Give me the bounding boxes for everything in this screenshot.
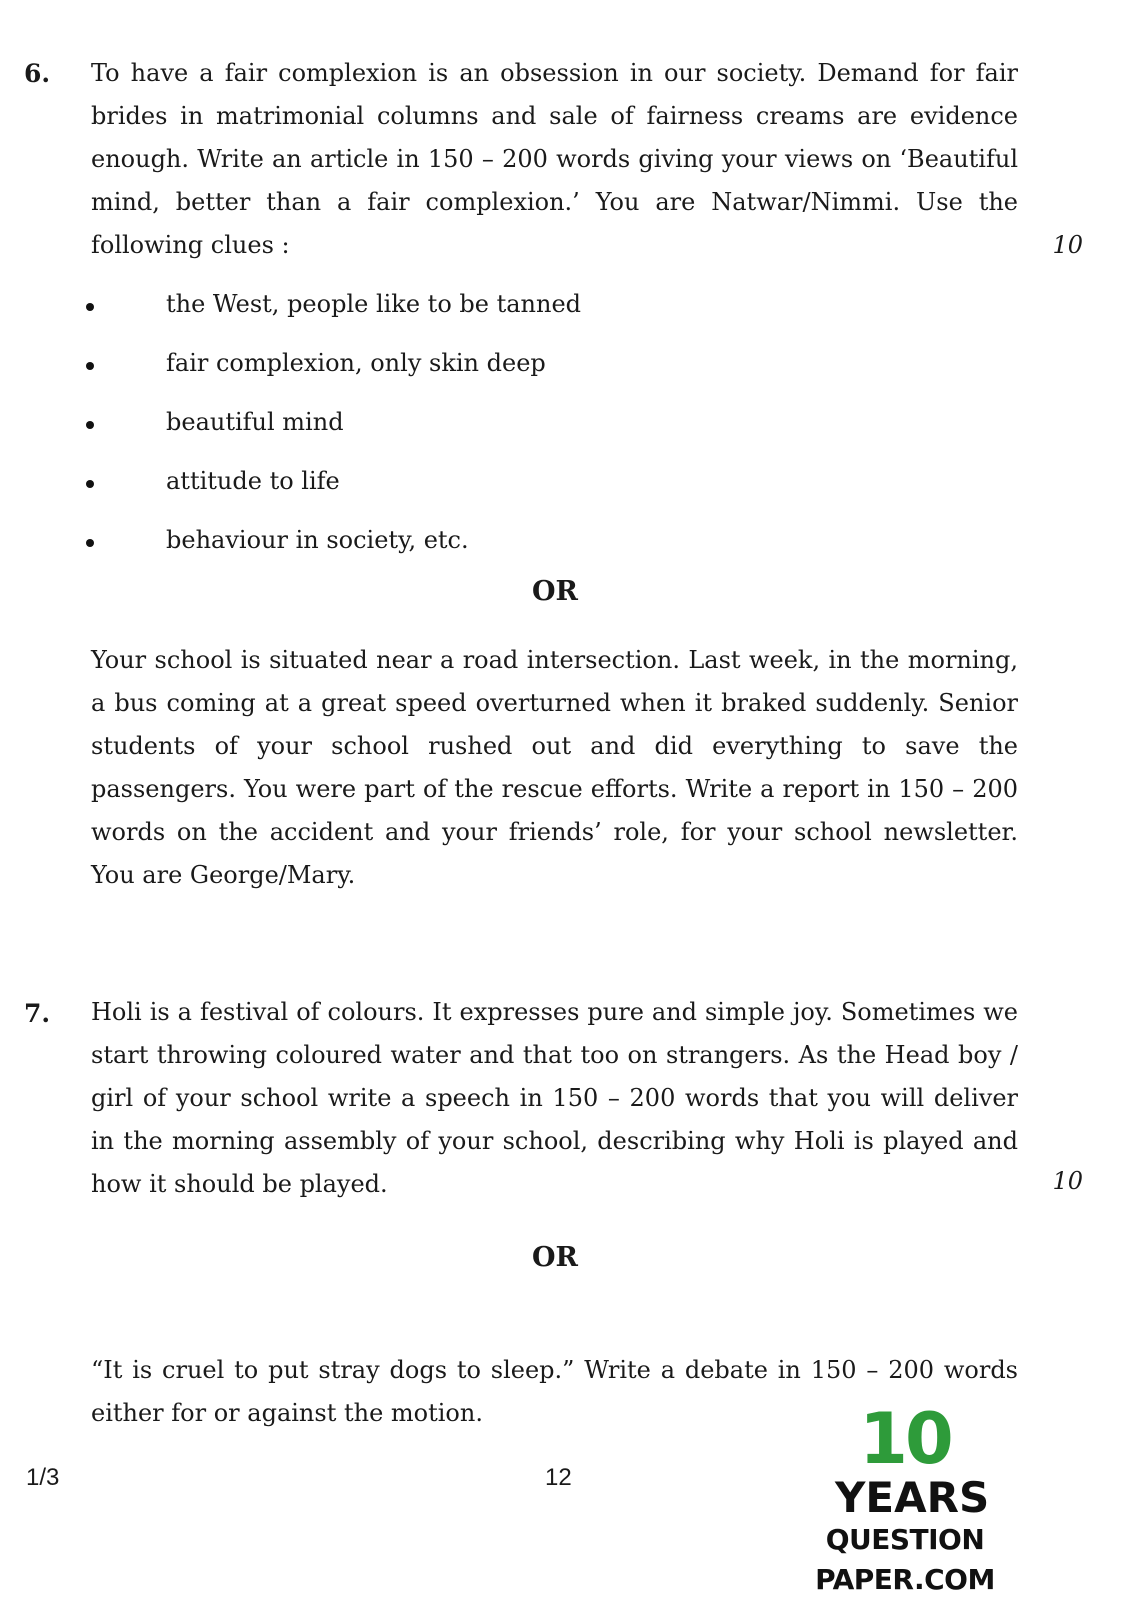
watermark-site: QUESTION PAPER.COM [815, 1523, 995, 1596]
clue-item [84, 342, 581, 401]
question-7-marks: 10 [1052, 1167, 1083, 1195]
question-7-alternative-text: “It is cruel to put stray dogs to sleep.” Write a debate in 150 – 200 words either for or against the motion. [91, 1356, 1018, 1427]
question-6-text: To have a fair complexion is an obsession in our society. Demand for fair brides in matrimonial columns and sale of fairness creams are evidence enough. Write an article in 150 – 200 words giving your views on ‘Beautiful mind, better than a fair complexion.’ You are Natwar/Nimmi. Use the following clues : [91, 59, 1018, 259]
clue-text: the West, people like to be tanned [166, 290, 582, 318]
paper-code: 1/3 [26, 1464, 60, 1491]
clue-text: beautiful mind [166, 408, 344, 436]
bullet-icon [86, 480, 94, 488]
question-6-or-label: OR [532, 576, 578, 607]
clue-text: behaviour in society, etc. [166, 526, 469, 554]
question-7-number: 7. [24, 999, 51, 1028]
watermark-years: YEARS [835, 1473, 990, 1522]
question-7-text: Holi is a festival of colours. It expresses pure and simple joy. Sometimes we start throwing coloured water and that too on strangers. As the Head boy / girl of your school write a speech in 150 – 200 words that you will deliver in the morning assembly of your school, describing why Holi is played and how it should be played. [91, 998, 1018, 1198]
bullet-icon [86, 421, 94, 429]
clue-item [84, 283, 581, 342]
question-6-clue-list [84, 283, 581, 578]
clue-text: fair complexion, only skin deep [166, 349, 546, 377]
page-number: 12 [545, 1464, 572, 1491]
clue-text: attitude to life [166, 467, 340, 495]
question-6-marks: 10 [1052, 231, 1083, 259]
question-6-number: 6. [24, 59, 51, 88]
bullet-icon [86, 362, 94, 370]
clue-item [84, 401, 581, 460]
bullet-icon [86, 539, 94, 547]
bullet-icon [86, 303, 94, 311]
clue-item [84, 460, 581, 519]
question-7-or-label: OR [532, 1242, 578, 1273]
watermark-logo [735, 1398, 1075, 1600]
question-6-alternative-text: Your school is situated near a road intersection. Last week, in the morning, a bus coming at a great speed overturned when it braked suddenly. Senior students of your school rushed out and did everything to save the passengers. You were part of the rescue efforts. Write a report in 150 – 200 words on the accident and your friends’ role, for your school newsletter. You are George/Mary. [91, 646, 1018, 889]
watermark-number: 10 [859, 1398, 951, 1480]
